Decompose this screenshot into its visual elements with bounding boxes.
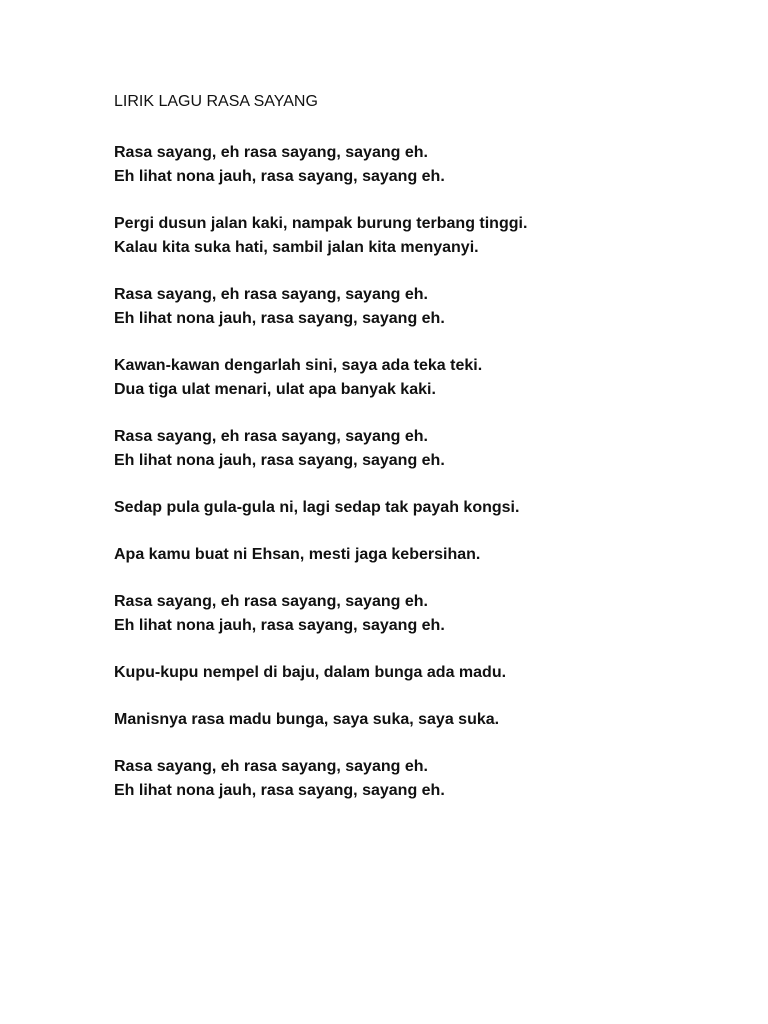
lyric-line: Eh lihat nona jauh, rasa sayang, sayang eh. xyxy=(114,452,445,469)
lyric-line: Eh lihat nona jauh, rasa sayang, sayang eh. xyxy=(114,617,445,634)
stanza-1 xyxy=(114,141,714,189)
lyric-line: Rasa sayang, eh rasa sayang, sayang eh. xyxy=(114,593,428,610)
lyric-line: Apa kamu buat ni Ehsan, mesti jaga kebersihan. xyxy=(114,546,481,563)
lyric-line: Eh lihat nona jauh, rasa sayang, sayang eh. xyxy=(114,782,445,799)
lyric-line: Rasa sayang, eh rasa sayang, sayang eh. xyxy=(114,758,428,775)
lyric-line: Kalau kita suka hati, sambil jalan kita menyanyi. xyxy=(114,239,479,256)
lyric-line: Manisnya rasa madu bunga, saya suka, saya suka. xyxy=(114,711,500,728)
stanza-11 xyxy=(114,755,714,803)
lyric-line: Dua tiga ulat menari, ulat apa banyak kaki. xyxy=(114,381,436,398)
stanza-8 xyxy=(114,590,714,638)
lyric-line: Kawan-kawan dengarlah sini, saya ada teka teki. xyxy=(114,357,483,374)
lyric-line: Rasa sayang, eh rasa sayang, sayang eh. xyxy=(114,286,428,303)
lyric-line: Sedap pula gula-gula ni, lagi sedap tak payah kongsi. xyxy=(114,499,520,516)
stanza-9 xyxy=(114,661,714,685)
lyric-line: Pergi dusun jalan kaki, nampak burung terbang tinggi. xyxy=(114,215,528,232)
stanza-4 xyxy=(114,354,714,402)
lyric-line: Rasa sayang, eh rasa sayang, sayang eh. xyxy=(114,428,428,445)
stanza-10 xyxy=(114,708,714,732)
lyric-line: Eh lihat nona jauh, rasa sayang, sayang eh. xyxy=(114,310,445,327)
stanza-6 xyxy=(114,496,714,520)
stanza-7 xyxy=(114,543,714,567)
lyrics-body xyxy=(114,141,714,826)
page-title: LIRIK LAGU RASA SAYANG xyxy=(114,93,318,110)
stanza-2 xyxy=(114,212,714,260)
lyric-line: Kupu-kupu nempel di baju, dalam bunga ada madu. xyxy=(114,664,507,681)
lyric-line: Eh lihat nona jauh, rasa sayang, sayang eh. xyxy=(114,168,445,185)
lyric-line: Rasa sayang, eh rasa sayang, sayang eh. xyxy=(114,144,428,161)
stanza-3 xyxy=(114,283,714,331)
stanza-5 xyxy=(114,425,714,473)
